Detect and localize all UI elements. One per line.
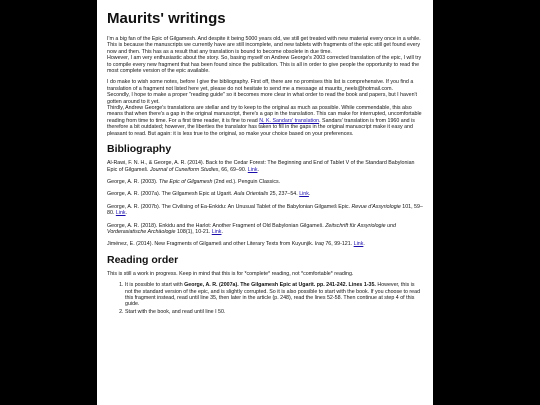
bib-entry-text: Jiménez, E. (2014). New Fragments of Gilgameš and other Literary Texts from Kuyunjik. [107, 241, 315, 248]
bib-entry-details: 25, 237–54. [268, 191, 300, 198]
bib-entry-journal: The Epic of Gilgamesh [158, 178, 213, 185]
bibliography-entry: Al-Rawi, F. N. H., & George, A. R. (2014). Back to the Cedar Forest: The Beginning and End of Tablet V of the Standard Babylonian Epic of Gilgameš. Journal of Cuneiform Studies, 66, 69–90. Link. [107, 160, 415, 173]
bib-entry-link[interactable]: Link [211, 228, 222, 235]
bibliography-entry: George, A. R. (2018). Enkidu and the Harlot: Another Fragment of Old Babylonian Gilgameš. Zeitschrift für Assyriologie und Vorderasiatische Archäologie 108(1), 10-21. Link. [107, 222, 396, 235]
intro-text-3: Secondly, I hope to make a proper "reading guide" so it becomes more clear in what order to read the book and papers, but I haven't gotten around to it yet. [107, 92, 418, 105]
bib-entry-link[interactable]: Link [247, 166, 258, 173]
reading-order-note: This is still a work in progress. Keep in mind that this is for *complete* reading, not *comfortable* reading. [107, 270, 354, 277]
bib-entry-details: 101, 59–80. [107, 203, 423, 217]
list-item-text: It is possible to start with [125, 282, 185, 289]
reading-order-list [107, 282, 423, 315]
bib-entry-details: 76, 99-121. [323, 241, 354, 248]
reading-order-heading: Reading order [107, 253, 179, 266]
bib-entry-details: 108(1), 10-21. [175, 228, 212, 235]
intro-text-4-pre: Thirdly, Andrew George's translations are stellar and try to keep to the original as much as possible. While commendable, this also means that when there's a gap in the original manuscript, there's a gap in the translation. This can make for interrupted, uncomfortable reading from time to time. For a first time reader, it is fine to read [107, 105, 422, 124]
bib-entry-journal: Revue d'Assyriologie [351, 203, 401, 210]
page-content [97, 0, 433, 405]
intro-text-2: I do make to wish some notes, before I give the bibliography. First off, there are no promises this list is comprehensive. If you find a translation of a fragment not listed here yet, please do not hesitate to send me a message at maurits_neels@hotmail.com. [107, 79, 414, 92]
page-title: Maurits' writings [107, 10, 226, 27]
intro-text-4-post: . Sandars' translation is from 1960 and is therefore a bit outdated; however, the liberties the translator has taken to fill in the gaps in the original manuscript make it easy and pleasant to read. But again: it is less true to the original, so make your choice based on your preferences. [107, 117, 415, 137]
bib-entry-journal: Iraq [314, 241, 324, 248]
bib-entry-text: Al-Rawi, F. N. H., & George, A. R. (2014). Back to the Cedar Forest: The Beginning and End of Tablet V of the Standard Babylonian Epic of Gilgameš. [107, 160, 415, 173]
intro-paragraph-2 [107, 79, 423, 137]
bib-entry-text: George, A. R. (2007a). The Gilgamesh Epic at Ugarit. [107, 191, 234, 198]
bibliography-entry: George, A. R. (2007b). The Civilising of Ea-Enkidu: An Unusual Tablet of the Babylonian Gilgameš Epic. Revue d'Assyriologie 101, 59–80. Link. [107, 203, 423, 217]
bib-entry-text: George, A. R. (2007b). The Civilising of Ea-Enkidu: An Unusual Tablet of the Babylonian Gilgameš Epic. [107, 203, 352, 210]
bibliography-entry: George, A. R. (2007a). The Gilgamesh Epic at Ugarit. Aula Orientalis 25, 237–54. Link. [107, 191, 311, 198]
list-item-reference: George, A. R. (2007a). The Gilgamesh Epic at Ugarit. pp. 241-242. Lines 1-35. [184, 282, 376, 289]
bib-entry-journal: Zeitschrift für Assyriologie und Vorderasiatische Archäologie [107, 222, 396, 235]
bib-entry-link[interactable]: Link [115, 210, 126, 217]
bib-entry-link[interactable]: Link [353, 241, 364, 248]
bib-entry-journal: Journal of Cuneiform Studies [149, 166, 219, 173]
bibliography-entry [107, 179, 423, 185]
bibliography-heading: Bibliography [107, 143, 172, 156]
intro-paragraph-1 [107, 36, 423, 74]
bib-entry-details: , 66, 69–90. [218, 166, 248, 173]
list-item [125, 282, 423, 308]
bib-entry-link[interactable]: Link [299, 191, 309, 198]
bib-entry-journal: Aula Orientalis [233, 191, 269, 198]
bib-entry-details: (2nd ed.). Penguin Classics. [212, 178, 281, 185]
list-item-text: However, this is not the standard version of the epic, and is slightly corrupted. So it is also possible to start with the book. If you choose to read this fragment instead, read until line 35, then later in the article (p. 248), read the lines 52-58. Then continue at step 4 of this guide. [125, 282, 421, 308]
bibliography-entry: Jiménez, E. (2014). New Fragments of Gilgameš and other Literary Texts from Kuyunjik. Iraq 76, 99-121. Link. [107, 241, 365, 248]
sandars-translation-link[interactable]: N. K. Sandars' translation [259, 117, 320, 124]
bib-entry-text: George, A. R. (2003). [107, 178, 159, 185]
bib-entry-text: George, A. R. (2018). Enkidu and the Harlot: Another Fragment of Old Babylonian Gilgameš. [107, 222, 326, 229]
list-item: 2. Start with the book, and read until line I 50. [125, 309, 423, 315]
intro-text-1: I'm a big fan of the Epic of Gilgamesh. And despite it being 5000 years old, we still get treated with new material every once in a while. This is because the manuscripts we currently have are still incomplete, and new tablets with fragments of the epic still get found every now and then. This has as a result that any translation is bound to become obsolete in due time. [107, 36, 421, 55]
intro-text-1b: However, I am very enthusiastic about the story. So, basing myself on Andrew George's 2003 corrected translation of the epic, I will try to compile every new fragment that has been found since the publication. This is all in order to give people the opportunity to read the most complete version of the epic available. [107, 55, 422, 75]
